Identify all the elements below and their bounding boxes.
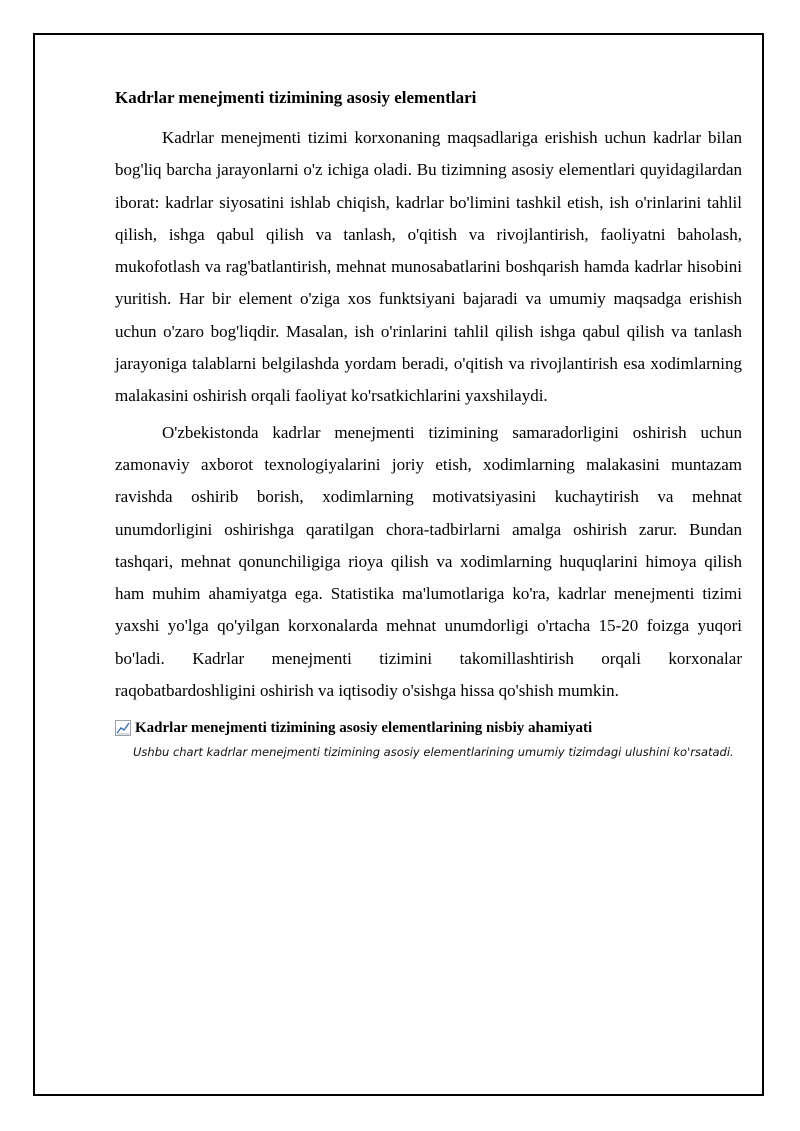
chart-line-icon [115, 720, 131, 736]
paragraph-2: O'zbekistonda kadrlar menejmenti tizimining samaradorligini oshirish uchun zamonaviy axborot texnologiyalarini joriy etish, xodimlarning malakasini muntazam ravishda oshirib borish, xodimlarning motivatsiyasini kuchaytirish va mehnat unumdorligini oshirishga qaratilgan chora-tadbirlarni amalga oshirish zarur. Bundan tashqari, mehnat qonunchiligiga rioya qilish va xodimlarning huquqlarini himoya qilish ham muhim ahamiyatga ega. Statistika ma'lumotlariga ko'ra, kadrlar menejmenti tizimi yaxshi yo'lga qo'yilgan korxonalarda mehnat unumdorligi o'rtacha 15-20 foizga yuqori bo'ladi. Kadrlar menejmenti tizimini takomillashtirish orqali korxonalar raqobatbardoshligini oshirish va iqtisodiy o'sishga hissa qo'shish mumkin. [115, 422, 742, 701]
figure-title-text: Kadrlar menejmenti tizimining asosiy elementlarining nisbiy ahamiyati [135, 720, 593, 737]
document-content [115, 86, 742, 761]
section-heading: Kadrlar menejmenti tizimining asosiy elementlari [115, 88, 477, 107]
figure-caption: Ushbu chart kadrlar menejmenti tizimining asosiy elementlarining umumiy tizimdagi ulushini ko'rsatadi. [133, 745, 734, 760]
figure-title [115, 717, 742, 739]
paragraph-1: Kadrlar menejmenti tizimi korxonaning maqsadlariga erishish uchun kadrlar bilan bog'liq barcha jarayonlarni o'z ichiga oladi. Bu tizimning asosiy elementlari quyidagilardan iborat: kadrlar siyosatini ishlab chiqish, kadrlar bo'limini tashkil etish, ish o'rinlarini tahlil qilish, ishga qabul qilish va tanlash, o'qitish va rivojlantirish, faoliyatni baholash, mukofotlash va rag'batlantirish, mehnat munosabatlarini boshqarish hamda kadrlar hisobini yuritish. Har bir element o'ziga xos funktsiyani bajaradi va umumiy maqsadga erishish uchun o'zaro bog'liqdir. Masalan, ish o'rinlarini tahlil qilish ishga qabul qilish va tanlash jarayoniga talablarni belgilashda yordam beradi, o'qitish va rivojlantirish esa xodimlarning malakasini oshirish orqali faoliyat ko'rsatkichlarini yaxshilaydi. [115, 128, 742, 406]
